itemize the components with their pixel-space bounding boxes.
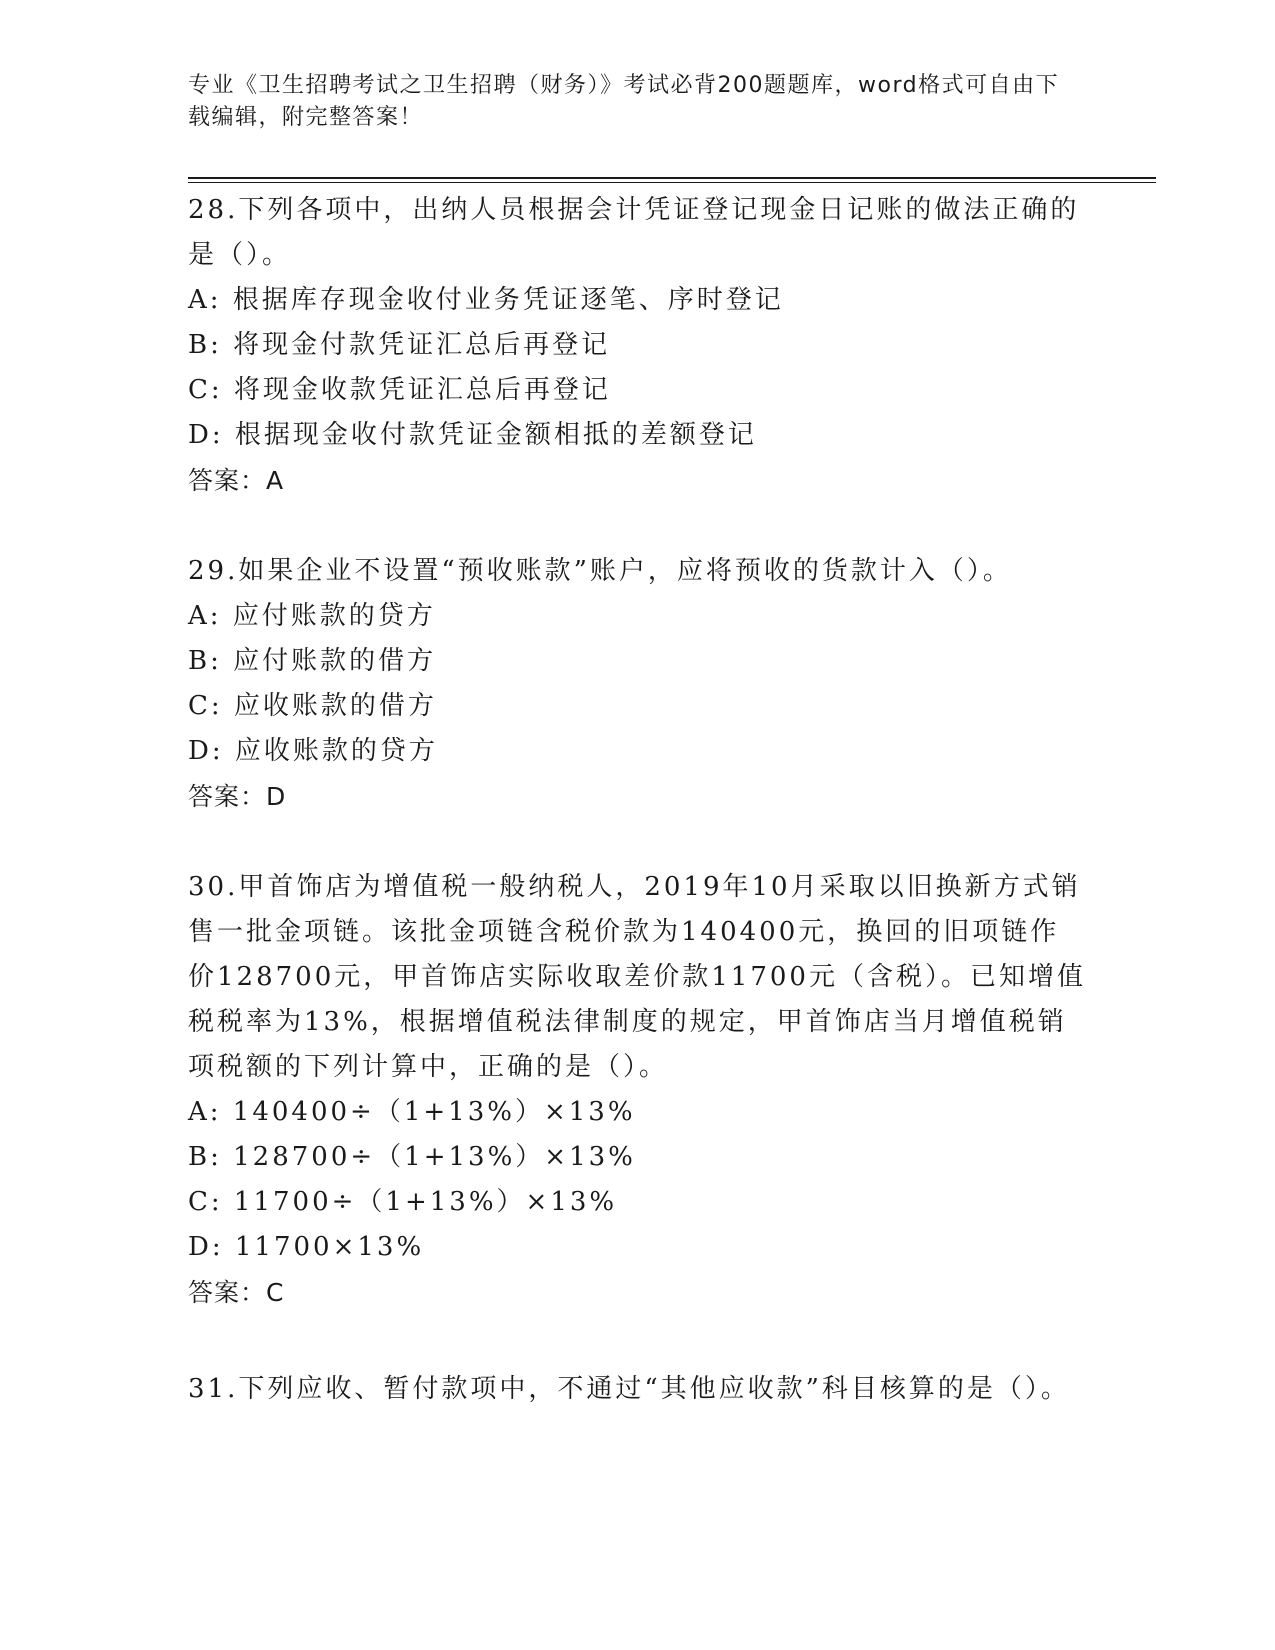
option-d: D: 根据现金收付款凭证金额相抵的差额登记 <box>188 420 757 450</box>
option-c: C: 11700÷（1+13%）×13% <box>188 1187 618 1217</box>
option-d: D: 应收账款的贷方 <box>188 736 438 766</box>
question-31 <box>188 1367 1088 1412</box>
option-c: C: 将现金收款凭证汇总后再登记 <box>188 375 611 405</box>
option-a: A: 140400÷（1+13%）×13% <box>188 1097 636 1127</box>
option-b: B: 应付账款的借方 <box>188 646 437 676</box>
question-stem: 29.如果企业不设置“预收账款”账户，应将预收的货款计入（）。 <box>188 556 1012 586</box>
header-divider-thin <box>188 182 1156 183</box>
answer: 答案：D <box>188 782 287 811</box>
document-header: 专业《卫生招聘考试之卫生招聘（财务）》考试必背200题题库，word格式可自由下载编辑，附完整答案！ <box>188 73 1060 130</box>
option-a: A: 应付账款的贷方 <box>188 601 436 631</box>
question-stem: 28.下列各项中，出纳人员根据会计凭证登记现金日记账的做法正确的是（）。 <box>188 195 1080 270</box>
answer: 答案：C <box>188 1278 285 1307</box>
question-30 <box>188 865 1088 1315</box>
question-stem: 30.甲首饰店为增值税一般纳税人，2019年10月采取以旧换新方式销售一批金项链。该批金项链含税价款为140400元，换回的旧项链作价128700元，甲首饰店实际收取差价款11700元（含税）。已知增值税税率为13%，根据增值税法律制度的规定，甲首饰店当月增值税销项税额的下列计算中，正确的是（）。 <box>188 872 1086 1082</box>
option-b: B: 128700÷（1+13%）×13% <box>188 1142 636 1172</box>
question-stem: 31.下列应收、暂付款项中，不通过“其他应收款”科目核算的是（）。 <box>188 1374 1070 1404</box>
option-c: C: 应收账款的借方 <box>188 691 437 721</box>
option-b: B: 将现金付款凭证汇总后再登记 <box>188 330 611 360</box>
option-a: A: 根据库存现金收付业务凭证逐笔、序时登记 <box>188 285 784 315</box>
option-d: D: 11700×13% <box>188 1232 425 1262</box>
question-29 <box>188 549 1088 819</box>
question-28 <box>188 188 1088 503</box>
header-divider <box>188 177 1156 179</box>
answer: 答案：A <box>188 466 285 495</box>
